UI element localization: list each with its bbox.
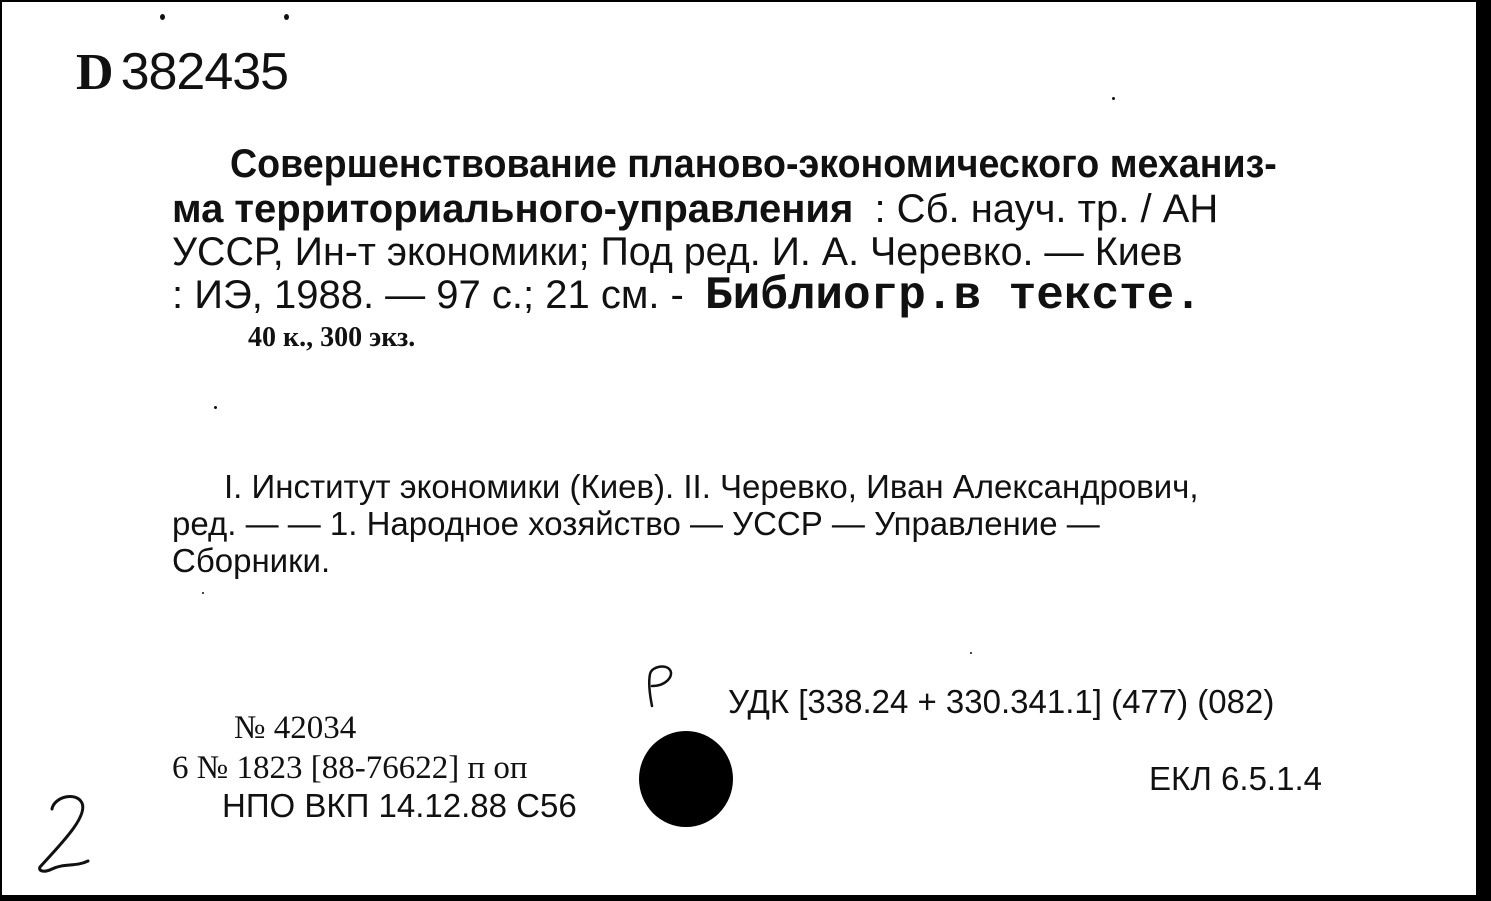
accession-digits: 382435 bbox=[120, 43, 289, 101]
speck bbox=[202, 592, 204, 594]
filled-circle-stamp bbox=[639, 731, 733, 827]
catalog-card bbox=[2, 2, 1476, 895]
speck bbox=[214, 406, 217, 409]
imprint-text: : ИЭ, 1988. — 97 с.; 21 см. - bbox=[172, 273, 684, 317]
tracing-line-3: Сборники. bbox=[172, 542, 331, 579]
title-bold-part: ма территориального-управления bbox=[172, 187, 854, 231]
tracing-line-1: I. Институт экономики (Киев). II. Черевко, Иван Александрович, bbox=[224, 468, 1199, 505]
title-line-3: УССР, Ин-т экономики; Под ред. И. А. Черевко. — Киев bbox=[172, 230, 1183, 274]
accession-number bbox=[76, 42, 288, 102]
title-line-2 bbox=[172, 187, 1218, 231]
ekl-classification: ЕКЛ 6.5.1.4 bbox=[1149, 760, 1322, 797]
title-line-1: Совершенствование планово-экономического механиз- bbox=[230, 142, 1277, 186]
punch-dot bbox=[284, 14, 289, 20]
punch-dot bbox=[160, 14, 165, 20]
card-edge-shadow bbox=[1476, 0, 1491, 901]
tracing-line-2: ред. — — 1. Народное хозяйство — УССР — Управление — bbox=[172, 505, 1100, 542]
handwritten-digit-2 bbox=[30, 787, 96, 877]
price-and-print-run: 40 к., 300 экз. bbox=[248, 322, 416, 353]
title-description: : Сб. науч. тр. / АН bbox=[874, 187, 1219, 231]
title-line-4 bbox=[172, 270, 1202, 322]
speck bbox=[970, 652, 972, 654]
handwritten-mark-p bbox=[638, 662, 678, 710]
catalog-line: 6 № 1823 [88-76622] п оп bbox=[172, 750, 528, 786]
speck bbox=[1112, 97, 1115, 100]
order-number: № 42034 bbox=[234, 710, 357, 746]
typed-addition: Библиогр.в тексте. bbox=[705, 270, 1202, 322]
udk-classification: УДК [338.24 + 330.341.1] (477) (082) bbox=[728, 683, 1275, 720]
publisher-line: НПО ВКП 14.12.88 С56 bbox=[222, 787, 577, 824]
accession-prefix: D bbox=[76, 44, 113, 101]
